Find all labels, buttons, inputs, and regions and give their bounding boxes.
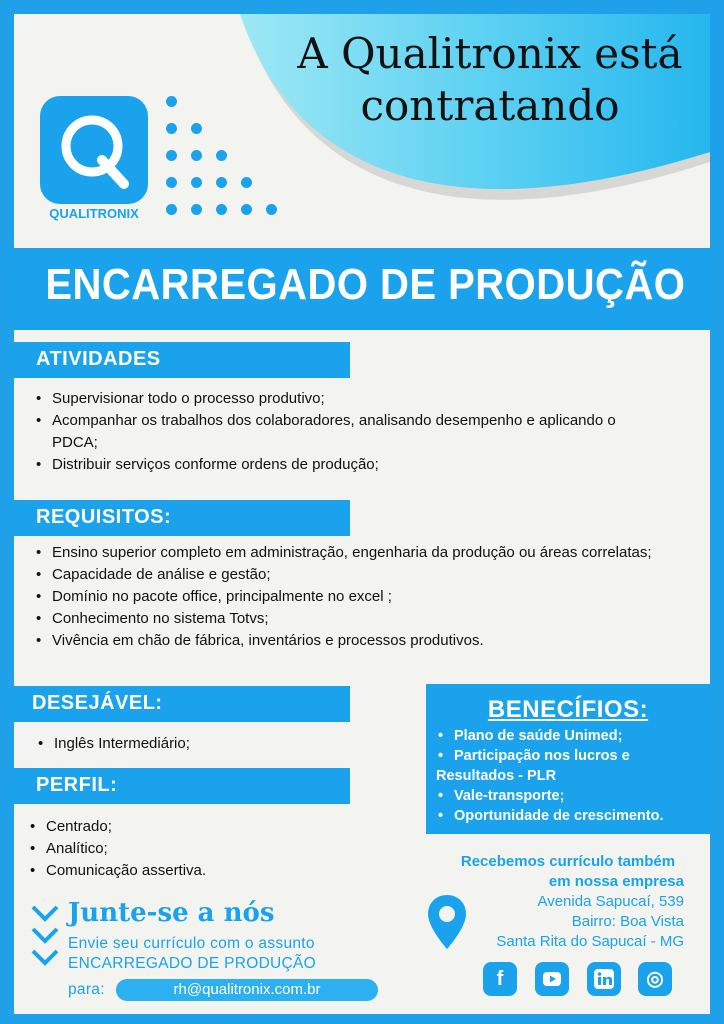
list-item: • Centrado; (28, 816, 328, 838)
section-title: REQUISITOS: (36, 506, 172, 528)
section-title: DESEJÁVEL: (32, 692, 163, 714)
job-title: ENCARREGADO DE PRODUÇÃO (45, 260, 686, 309)
list-item: • Conhecimento no sistema Totvs; (34, 608, 664, 630)
list-item: • Comunicação assertiva. (28, 860, 328, 882)
section-header-desejavel (14, 686, 350, 722)
email-link[interactable]: rh@qualitronix.com.br (116, 979, 378, 1001)
decorative-dot (216, 177, 227, 188)
decorative-dot (266, 204, 277, 215)
youtube-glyph-icon (535, 962, 569, 996)
decorative-dot (191, 204, 202, 215)
list-item: • Oportunidade de crescimento. (436, 806, 664, 826)
list-item: • Vivência em chão de fábrica, inventários e processos produtivos. (34, 630, 664, 652)
chevron-down-icon (30, 904, 60, 972)
decorative-dot (216, 204, 227, 215)
decorative-dot (191, 150, 202, 161)
decorative-dot (166, 204, 177, 215)
decorative-dot (191, 123, 202, 134)
company-logo (40, 96, 148, 204)
list-item: • Supervisionar todo o processo produtivo; (34, 388, 624, 410)
list-item: • Ensino superior completo em administração, engenharia da produção ou áreas correlatas; (34, 542, 664, 564)
cta-title: Junte-se a nós (68, 898, 275, 928)
cta-para-label: para: (68, 981, 105, 998)
section-header-requisitos (14, 500, 350, 536)
linkedin-icon[interactable] (587, 962, 621, 996)
perfil-list (28, 816, 328, 882)
list-item: • Vale-transporte; (436, 786, 664, 806)
city-line: Santa Rita do Sapucaí - MG (496, 933, 684, 950)
list-item: • Inglês Intermediário; (36, 733, 336, 755)
list-item: • Domínio no pacote office, principalmente no excel ; (34, 586, 664, 608)
list-item: • Analítico; (28, 838, 328, 860)
instagram-icon[interactable]: ◎ (638, 962, 672, 996)
desejavel-list (36, 733, 336, 755)
atividades-list (34, 388, 624, 476)
brand-name: QUALITRONIX (49, 206, 139, 221)
job-title-banner (14, 248, 710, 330)
list-item: • Acompanhar os trabalhos dos colaboradores, analisando desempenho e aplicando o PDCA; (34, 410, 624, 454)
recebemos-line1: Recebemos currículo também (460, 853, 676, 870)
section-title: PERFIL: (36, 774, 118, 796)
cta-instructions (68, 934, 316, 974)
beneficios-list (436, 726, 664, 826)
recebemos-line2: em nossa empresa (548, 873, 684, 890)
decorative-dot (166, 150, 177, 161)
decorative-dot (166, 177, 177, 188)
list-item: • Plano de saúde Unimed; (436, 726, 664, 746)
list-item: Resultados - PLR (436, 768, 557, 784)
cta-line2: ENCARREGADO DE PRODUÇÃO (68, 955, 317, 972)
beneficios-box (426, 684, 710, 834)
section-header-atividades (14, 342, 350, 378)
list-item: • Capacidade de análise e gestão; (34, 564, 664, 586)
decorative-dot (216, 150, 227, 161)
cta-line1: Envie seu currículo com o assunto (68, 935, 315, 952)
requisitos-list (34, 542, 664, 652)
linkedin-glyph-icon (587, 962, 621, 996)
page-headline: A Qualitronix está contratando (297, 29, 683, 130)
beneficios-title: BENECÍFIOS: (487, 696, 649, 723)
decorative-dot (166, 123, 177, 134)
youtube-icon[interactable] (535, 962, 569, 996)
bairro-line: Bairro: Boa Vista (571, 913, 684, 930)
decorative-dot (166, 96, 177, 107)
decorative-dot (191, 177, 202, 188)
decorative-dot (241, 177, 252, 188)
list-item: • Distribuir serviços conforme ordens de produção; (34, 454, 624, 476)
list-item: • Participação nos lucros e (436, 746, 664, 766)
location-pin-icon (426, 893, 468, 951)
facebook-icon[interactable]: f (483, 962, 517, 996)
address-line: Avenida Sapucaí, 539 (537, 893, 684, 910)
section-header-perfil (14, 768, 350, 804)
decorative-dot (241, 204, 252, 215)
q-logo-icon (54, 110, 134, 190)
section-title: ATIVIDADES (36, 348, 161, 370)
